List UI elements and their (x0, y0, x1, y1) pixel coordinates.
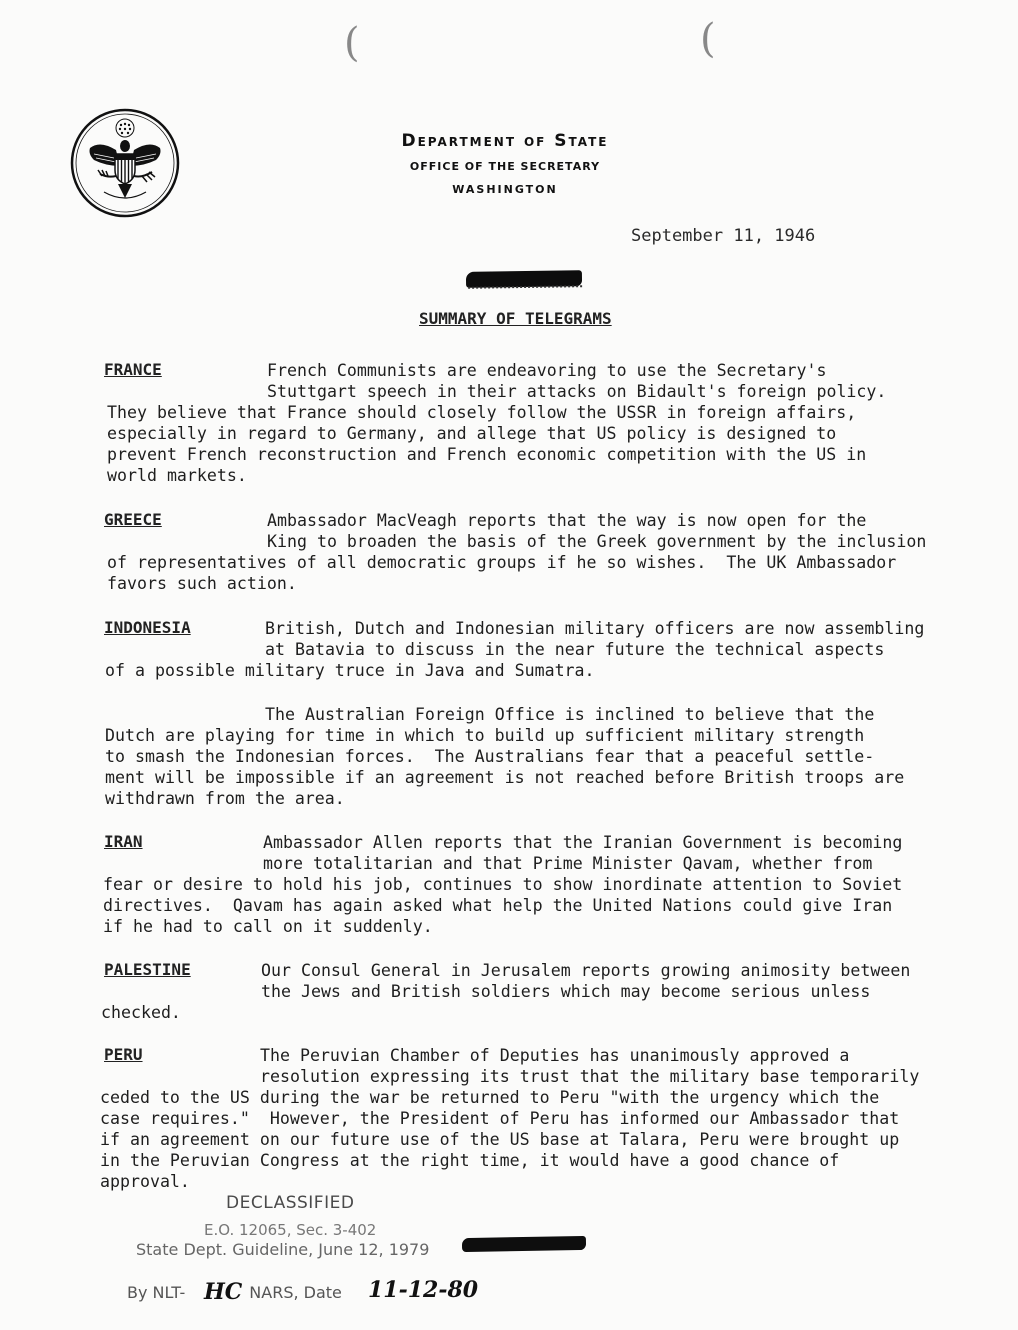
section-line: if an agreement on our future use of the US base at Talara, Peru were brought up (100, 1130, 900, 1149)
declassified-stamp-title: DECLASSIFIED (226, 1193, 355, 1213)
section-line: withdrawn from the area. (105, 789, 345, 808)
section-line: Dutch are playing for time in which to build up sufficient military strength (105, 726, 865, 745)
section-line: more totalitarian and that Prime Minister Qavam, whether from (263, 854, 873, 873)
office-name: OFFICE OF THE SECRETARY (409, 160, 601, 173)
classification-redaction (466, 270, 582, 288)
letterhead (360, 131, 650, 196)
section-line: resolution expressing its trust that the military base temporarily (260, 1067, 920, 1086)
section-tag: PERU (104, 1045, 143, 1064)
section-line: approval. (100, 1172, 190, 1191)
section-line: King to broaden the basis of the Greek government by the inclusion (267, 532, 927, 551)
section-line: in the Peruvian Congress at the right time, it would have a good chance of (100, 1151, 840, 1170)
section-tag: IRAN (104, 832, 143, 851)
section-line: case requires." However, the President of Peru has informed our Ambassador that (100, 1109, 900, 1128)
section-line: Our Consul General in Jerusalem reports growing animosity between (261, 961, 911, 980)
section-line: the Jews and British soldiers which may become serious unless (261, 982, 871, 1001)
margin-mark: ( (700, 16, 716, 62)
section-line: to smash the Indonesian forces. The Australians fear that a peaceful settle- (105, 747, 875, 766)
document-heading: SUMMARY OF TELEGRAMS (419, 309, 612, 328)
stamp-by-prefix: By NLT- (127, 1283, 186, 1302)
section-line: fear or desire to hold his job, continues to show inordinate attention to Soviet (103, 875, 903, 894)
handwritten-date: 11-12-80 (368, 1277, 479, 1303)
section-tag: FRANCE (104, 360, 162, 379)
declassified-stamp-authority: E.O. 12065, Sec. 3-402 (204, 1221, 377, 1239)
stamp-by-mid: NARS, Date (249, 1283, 342, 1302)
margin-mark: ( (344, 20, 360, 66)
section-line: of a possible military truce in Java and Sumatra. (105, 661, 595, 680)
classification-redaction-bottom (462, 1236, 586, 1252)
section-line: if he had to call on it suddenly. (103, 917, 433, 936)
document-date: September 11, 1946 (631, 226, 816, 246)
section-line: favors such action. (107, 574, 297, 593)
section-tag: PALESTINE (104, 960, 191, 979)
section-line: prevent French reconstruction and French economic competition with the US in (107, 445, 867, 464)
section-tag: GREECE (104, 510, 162, 529)
section-line: The Peruvian Chamber of Deputies has unanimously approved a (260, 1046, 850, 1065)
section-line: directives. Qavam has again asked what help the United Nations could give Iran (103, 896, 893, 915)
handwritten-initials: HC (204, 1279, 243, 1305)
section-line: Ambassador MacVeagh reports that the way is now open for the (267, 511, 867, 530)
section-line: Ambassador Allen reports that the Iranian Government is becoming (263, 833, 903, 852)
section-line: British, Dutch and Indonesian military officers are now assembling (265, 619, 925, 638)
section-line: checked. (101, 1003, 181, 1022)
section-line: especially in regard to Germany, and allege that US policy is designed to (107, 424, 837, 443)
section-line: French Communists are endeavoring to use the Secretary's (267, 361, 827, 380)
section-line: Stuttgart speech in their attacks on Bidault's foreign policy. (267, 382, 887, 401)
section-line: The Australian Foreign Office is inclined to believe that the (265, 705, 875, 724)
section-line: world markets. (107, 466, 247, 485)
department-name: Department of State (401, 131, 609, 151)
department-seal-icon (70, 108, 180, 218)
section-line: They believe that France should closely follow the USSR in foreign affairs, (107, 403, 857, 422)
section-line: ceded to the US during the war be returned to Peru "with the urgency which the (100, 1088, 880, 1107)
city-name: WASHINGTON (452, 183, 558, 196)
section-line: of representatives of all democratic groups if he so wishes. The UK Ambassador (107, 553, 897, 572)
declassified-stamp-guideline: State Dept. Guideline, June 12, 1979 (136, 1240, 430, 1259)
section-tag: INDONESIA (104, 618, 191, 637)
section-line: at Batavia to discuss in the near future the technical aspects (265, 640, 885, 659)
section-line: ment will be impossible if an agreement is not reached before British troops are (105, 768, 905, 787)
